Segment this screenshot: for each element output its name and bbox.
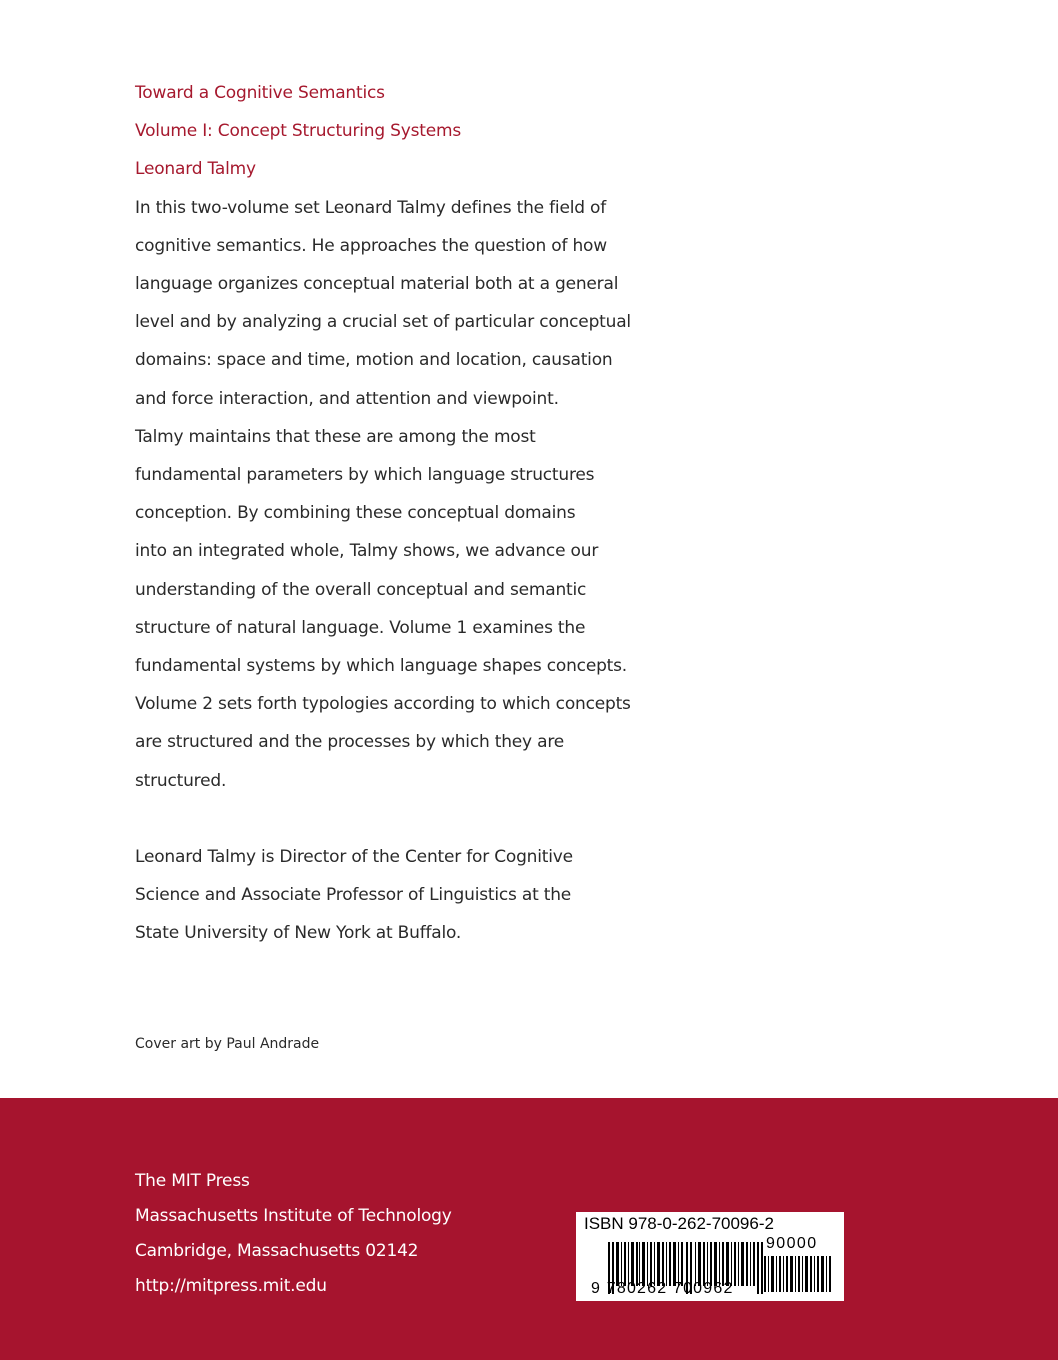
author-name: Leonard Talmy	[135, 159, 256, 180]
publisher-name: The MIT Press	[135, 1171, 250, 1191]
description-line: conception. By combining these conceptual domains	[135, 503, 576, 524]
barcode-digits: 9 780262 700962	[591, 1280, 734, 1297]
paragraph-spacer	[135, 800, 605, 838]
author-bio-paragraph	[135, 838, 605, 953]
description-line: are structured and the processes by which they are	[135, 732, 565, 753]
description-line: structured.	[135, 770, 227, 791]
isbn-label: ISBN 978-0-262-70096-2	[584, 1214, 774, 1233]
description-line: Talmy maintains that these are among the most	[135, 426, 536, 447]
cover-art-credit: Cover art by Paul Andrade	[135, 1036, 320, 1052]
description-line: language organizes conceptual material both at a general	[135, 274, 619, 295]
description-line: domains: space and time, motion and location, causation	[135, 350, 613, 371]
publisher-info	[135, 1164, 452, 1304]
description-line: into an integrated whole, Talmy shows, we advance our	[135, 541, 599, 562]
volume-subtitle: Volume I: Concept Structuring Systems	[135, 121, 462, 142]
description-paragraph	[135, 189, 631, 800]
description-line: and force interaction, and attention and viewpoint.	[135, 388, 559, 409]
publisher-band	[0, 1098, 1058, 1360]
isbn-barcode	[576, 1212, 844, 1301]
description-line: In this two-volume set Leonard Talmy defines the field of	[135, 197, 607, 218]
bio-line: State University of New York at Buffalo.	[135, 923, 462, 944]
bio-line: Leonard Talmy is Director of the Center for Cognitive	[135, 847, 573, 868]
description-line: fundamental parameters by which language structures	[135, 465, 595, 486]
description-line: fundamental systems by which language shapes concepts.	[135, 656, 628, 677]
book-title: Toward a Cognitive Semantics	[135, 83, 385, 103]
description-line: cognitive semantics. He approaches the question of how	[135, 235, 607, 256]
publisher-institution: Massachusetts Institute of Technology	[135, 1206, 452, 1226]
description-line: Volume 2 sets forth typologies according to which concepts	[135, 694, 631, 715]
bio-line: Science and Associate Professor of Linguistics at the	[135, 885, 572, 906]
barcode-addon-digits: 90000	[766, 1235, 818, 1252]
description-line: understanding of the overall conceptual and semantic	[135, 579, 587, 600]
addon-bars	[764, 1256, 831, 1292]
description-line: level and by analyzing a crucial set of particular conceptual	[135, 312, 631, 333]
description-line: structure of natural language. Volume 1 examines the	[135, 617, 586, 638]
cover-text-column	[135, 74, 631, 953]
publisher-address: Cambridge, Massachusetts 02142	[135, 1241, 419, 1261]
publisher-url: http://mitpress.mit.edu	[135, 1276, 327, 1296]
